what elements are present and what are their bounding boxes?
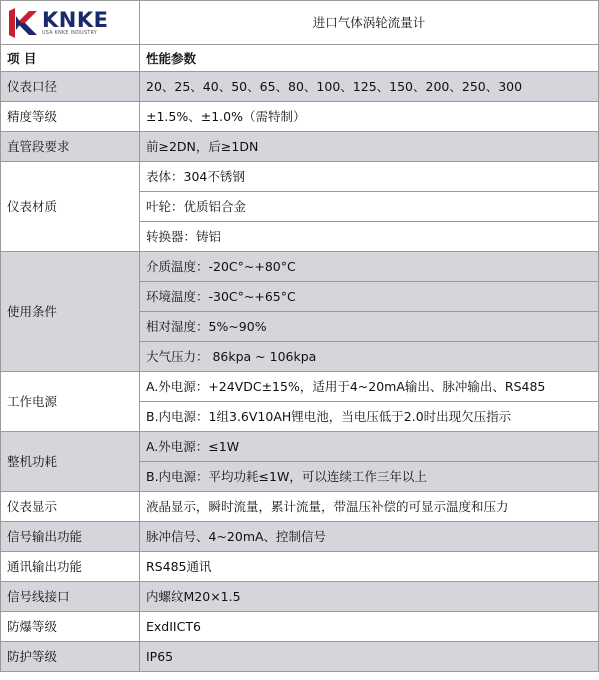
row-label: 工作电源 xyxy=(1,372,140,432)
table-row xyxy=(1,582,599,612)
column-header-item: 项 目 xyxy=(1,45,140,72)
row-value: A.外电源：≤1W xyxy=(140,432,599,462)
row-label: 通讯输出功能 xyxy=(1,552,140,582)
row-value: 液晶显示，瞬时流量，累计流量，带温压补偿的可显示温度和压力 xyxy=(140,492,599,522)
table-row xyxy=(1,102,599,132)
table-row xyxy=(1,552,599,582)
table-row xyxy=(1,432,599,462)
row-value: 20、25、40、50、65、80、100、125、150、200、250、300 xyxy=(140,72,599,102)
row-value: 转换器：铸铝 xyxy=(140,222,599,252)
row-value: 脉冲信号、4~20mA、控制信号 xyxy=(140,522,599,552)
row-value: ±1.5%、±1.0%（需特制） xyxy=(140,102,599,132)
row-label: 整机功耗 xyxy=(1,432,140,492)
row-label: 仪表口径 xyxy=(1,72,140,102)
row-label: 仪表材质 xyxy=(1,162,140,252)
column-header-row xyxy=(1,45,599,72)
logo-cell xyxy=(1,1,140,45)
row-value: 叶轮：优质铝合金 xyxy=(140,192,599,222)
table-row xyxy=(1,162,599,192)
row-label: 精度等级 xyxy=(1,102,140,132)
table-row xyxy=(1,612,599,642)
row-value: RS485通讯 xyxy=(140,552,599,582)
table-row xyxy=(1,252,599,282)
row-value: 相对湿度：5%~90% xyxy=(140,312,599,342)
table-row xyxy=(1,522,599,552)
row-label: 仪表显示 xyxy=(1,492,140,522)
page-title: 进口气体涡轮流量计 xyxy=(140,1,599,45)
row-label: 信号输出功能 xyxy=(1,522,140,552)
brand-name: KNKE xyxy=(42,7,109,32)
row-label: 防护等级 xyxy=(1,642,140,672)
column-header-params: 性能参数 xyxy=(140,45,599,72)
row-value: 前≥2DN，后≥1DN xyxy=(140,132,599,162)
row-value: ExdIICT6 xyxy=(140,612,599,642)
table-row xyxy=(1,72,599,102)
row-value: B.内电源：平均功耗≤1W，可以连续工作三年以上 xyxy=(140,462,599,492)
row-value: 内螺纹M20×1.5 xyxy=(140,582,599,612)
brand-tagline: USA KNKE INDUSTRY xyxy=(42,30,98,36)
row-label: 直管段要求 xyxy=(1,132,140,162)
row-value: 表体：304不锈钢 xyxy=(140,162,599,192)
row-value: A.外电源：+24VDC±15%，适用于4~20mA输出、脉冲输出、RS485 xyxy=(140,372,599,402)
row-label: 使用条件 xyxy=(1,252,140,372)
table-row xyxy=(1,492,599,522)
row-value: B.内电源：1组3.6V10AH锂电池，当电压低于2.0时出现欠压指示 xyxy=(140,402,599,432)
table-head-row xyxy=(1,1,599,45)
row-value: 环境温度：-30C°~+65°C xyxy=(140,282,599,312)
company-logo xyxy=(1,1,139,44)
table-row xyxy=(1,372,599,402)
row-label: 防爆等级 xyxy=(1,612,140,642)
row-label: 信号线接口 xyxy=(1,582,140,612)
table-row xyxy=(1,642,599,672)
row-value: IP65 xyxy=(140,642,599,672)
knke-logo-icon xyxy=(9,8,39,38)
table-row xyxy=(1,132,599,162)
row-value: 介质温度：-20C°~+80°C xyxy=(140,252,599,282)
row-value: 大气压力： 86kpa ~ 106kpa xyxy=(140,342,599,372)
